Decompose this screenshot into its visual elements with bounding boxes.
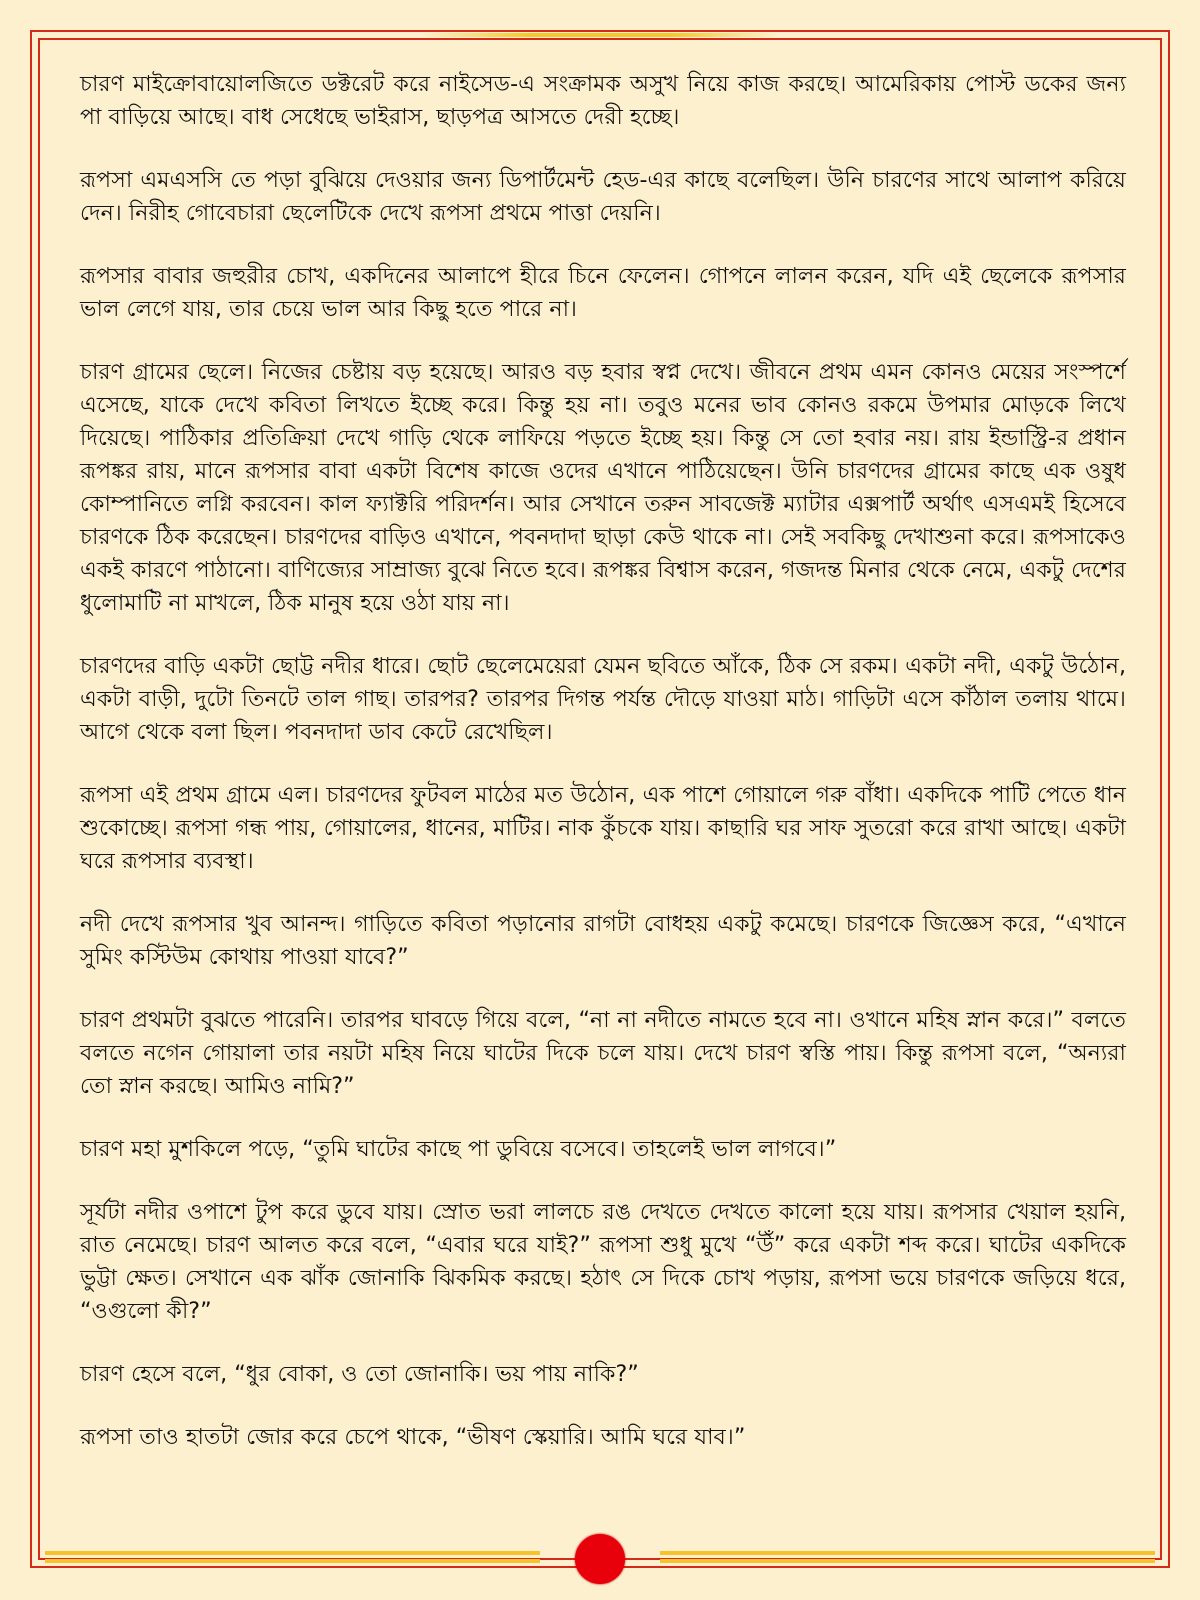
paragraph: রূপসা তাও হাতটা জোর করে চেপে থাকে, “ভীষণ স্কেয়ারি। আমি ঘরে যাব।” xyxy=(80,1424,746,1450)
top-gold-accent xyxy=(420,33,780,37)
footer-gold-line xyxy=(45,1551,540,1555)
footer-gold-line xyxy=(660,1551,1155,1555)
paragraph: রূপসা এই প্রথম গ্রামে এল। চারণদের ফুটবল মাঠের মত উঠোন, এক পাশে গোয়ালে গরু বাঁধা। একদিকে পাটি পেতে ধান শুকোচ্ছে। রূপসা গন্ধ পায়, গোয়ালের, ধানের, মাটির। নাক কুঁচকে যায়। কাছারি ঘর সাফ সুতরো করে রাখা আছে। একটা ঘরে রূপসার ব্যবস্থা। xyxy=(80,782,1126,874)
footer-gold-line xyxy=(45,1559,540,1563)
paragraph: চারণ হেসে বলে, “ধুর বোকা, ও তো জোনাকি। ভয় পায় নাকি?” xyxy=(80,1361,639,1387)
paragraph: সূর্যটা নদীর ওপাশে টুপ করে ডুবে যায়। স্রোত ভরা লালচে রঙ দেখতে দেখতে কালো হয়ে যায়। রূপসার খেয়াল হয়নি, রাত নেমেছে। চারণ আলত করে বলে, “এবার ঘরে যাই?” রূপসা শুধু মুখে “উঁ” করে একটা শব্দ করে। ঘাটের একদিকে ভুট্টা ক্ষেত। সেখানে এক ঝাঁক জোনাকি ঝিকমিক করছে। হঠাৎ সে দিকে চোখ পড়ায়, রূপসা ভয়ে চারণকে জড়িয়ে ধরে, “ওগুলো কী?” xyxy=(80,1199,1126,1324)
paragraph: চারণ প্রথমটা বুঝতে পারেনি। তারপর ঘাবড়ে গিয়ে বলে, “না না নদীতে নামতে হবে না। ওখানে মহিষ স্নান করে।” বলতে বলতে নগেন গোয়ালা তার নয়টা মহিষ নিয়ে ঘাটের দিকে চলে যায়। দেখে চারণ স্বস্তি পায়। কিন্তু রূপসা বলে, “অন্যরা তো স্নান করছে। আমিও নামি?” xyxy=(80,1007,1126,1099)
story-text xyxy=(80,68,1126,1484)
paragraph: চারণ মাইক্রোবায়োলজিতে ডক্টরেট করে নাইসেড-এ সংক্রামক অসুখ নিয়ে কাজ করছে। আমেরিকায় পোস্ট ডকের জন্য পা বাড়িয়ে আছে। বাধ সেধেছে ভাইরাস, ছাড়পত্র আসতে দেরী হচ্ছে। xyxy=(80,71,1126,130)
red-dot-ornament xyxy=(575,1534,625,1584)
footer-gold-line xyxy=(660,1559,1155,1563)
paragraph: রূপসা এমএসসি তে পড়া বুঝিয়ে দেওয়ার জন্য ডিপার্টমেন্ট হেড-এর কাছে বলেছিল। উনি চারণের সাথে আলাপ করিয়ে দেন। নিরীহ গোবেচারা ছেলেটিকে দেখে রূপসা প্রথমে পাত্তা দেয়নি। xyxy=(80,167,1126,226)
paragraph: নদী দেখে রূপসার খুব আনন্দ। গাড়িতে কবিতা পড়ানোর রাগটা বোধহয় একটু কমেছে। চারণকে জিজ্ঞেস করে, “এখানে সুমিং কস্টিউম কোথায় পাওয়া যাবে?” xyxy=(80,911,1126,970)
paragraph: চারণ গ্রামের ছেলে। নিজের চেষ্টায় বড় হয়েছে। আরও বড় হবার স্বপ্ন দেখে। জীবনে প্রথম এমন কোনও মেয়ের সংস্পর্শে এসেছে, যাকে দেখে কবিতা লিখতে ইচ্ছে করে। কিন্তু হয় না। তবুও মনের ভাব কোনও রকমে উপমার মোড়কে লিখে দিয়েছে। পাঠিকার প্রতিক্রিয়া দেখে গাড়ি থেকে লাফিয়ে পড়তে ইচ্ছে হয়। কিন্তু সে তো হবার নয়। রায় ইন্ডাস্ট্রি-র প্রধান রূপঙ্কর রায়, মানে রূপসার বাবা একটা বিশেষ কাজে ওদের এখানে পাঠিয়েছেন। উনি চারণদের গ্রামের কাছে এক ওষুধ কোম্পানিতে লগ্নি করবেন। কাল ফ্যাক্টরি পরিদর্শন। আর সেখানে তরুন সাবজেক্ট ম্যাটার এক্সপার্ট অর্থাৎ এসএমই হিসেবে চারণকে ঠিক করেছেন। চারণদের বাড়িও এখানে, পবনদাদা ছাড়া কেউ থাকে না। সেই সবকিছু দেখাশুনা করে। রূপসাকেও একই কারণে পাঠানো। বাণিজ্যের সাম্রাজ্য বুঝে নিতে হবে। রূপঙ্কর বিশ্বাস করেন, গজদন্ত মিনার থেকে নেমে, একটু দেশের ধুলোমাটি না মাখলে, ঠিক মানুষ হয়ে ওঠা যায় না। xyxy=(80,359,1126,616)
paragraph: চারণ মহা মুশকিলে পড়ে, “তুমি ঘাটের কাছে পা ডুবিয়ে বসেবে। তাহলেই ভাল লাগবে।” xyxy=(80,1136,837,1162)
paragraph: রূপসার বাবার জহুরীর চোখ, একদিনের আলাপে হীরে চিনে ফেলেন। গোপনে লালন করেন, যদি এই ছেলেকে রূপসার ভাল লেগে যায়, তার চেয়ে ভাল আর কিছু হতে পারে না। xyxy=(80,263,1126,322)
paragraph: চারণদের বাড়ি একটা ছোট্ট নদীর ধারে। ছোট ছেলেমেয়েরা যেমন ছবিতে আঁকে, ঠিক সে রকম। একটা নদী, একটু উঠোন, একটা বাড়ী, দুটো তিনটে তাল গাছ। তারপর? তারপর দিগন্ত পর্যন্ত দৌড়ে যাওয়া মাঠ। গাড়িটা এসে কাঁঠাল তলায় থামে। আগে থেকে বলা ছিল। পবনদাদা ডাব কেটে রেখেছিল। xyxy=(80,653,1126,745)
